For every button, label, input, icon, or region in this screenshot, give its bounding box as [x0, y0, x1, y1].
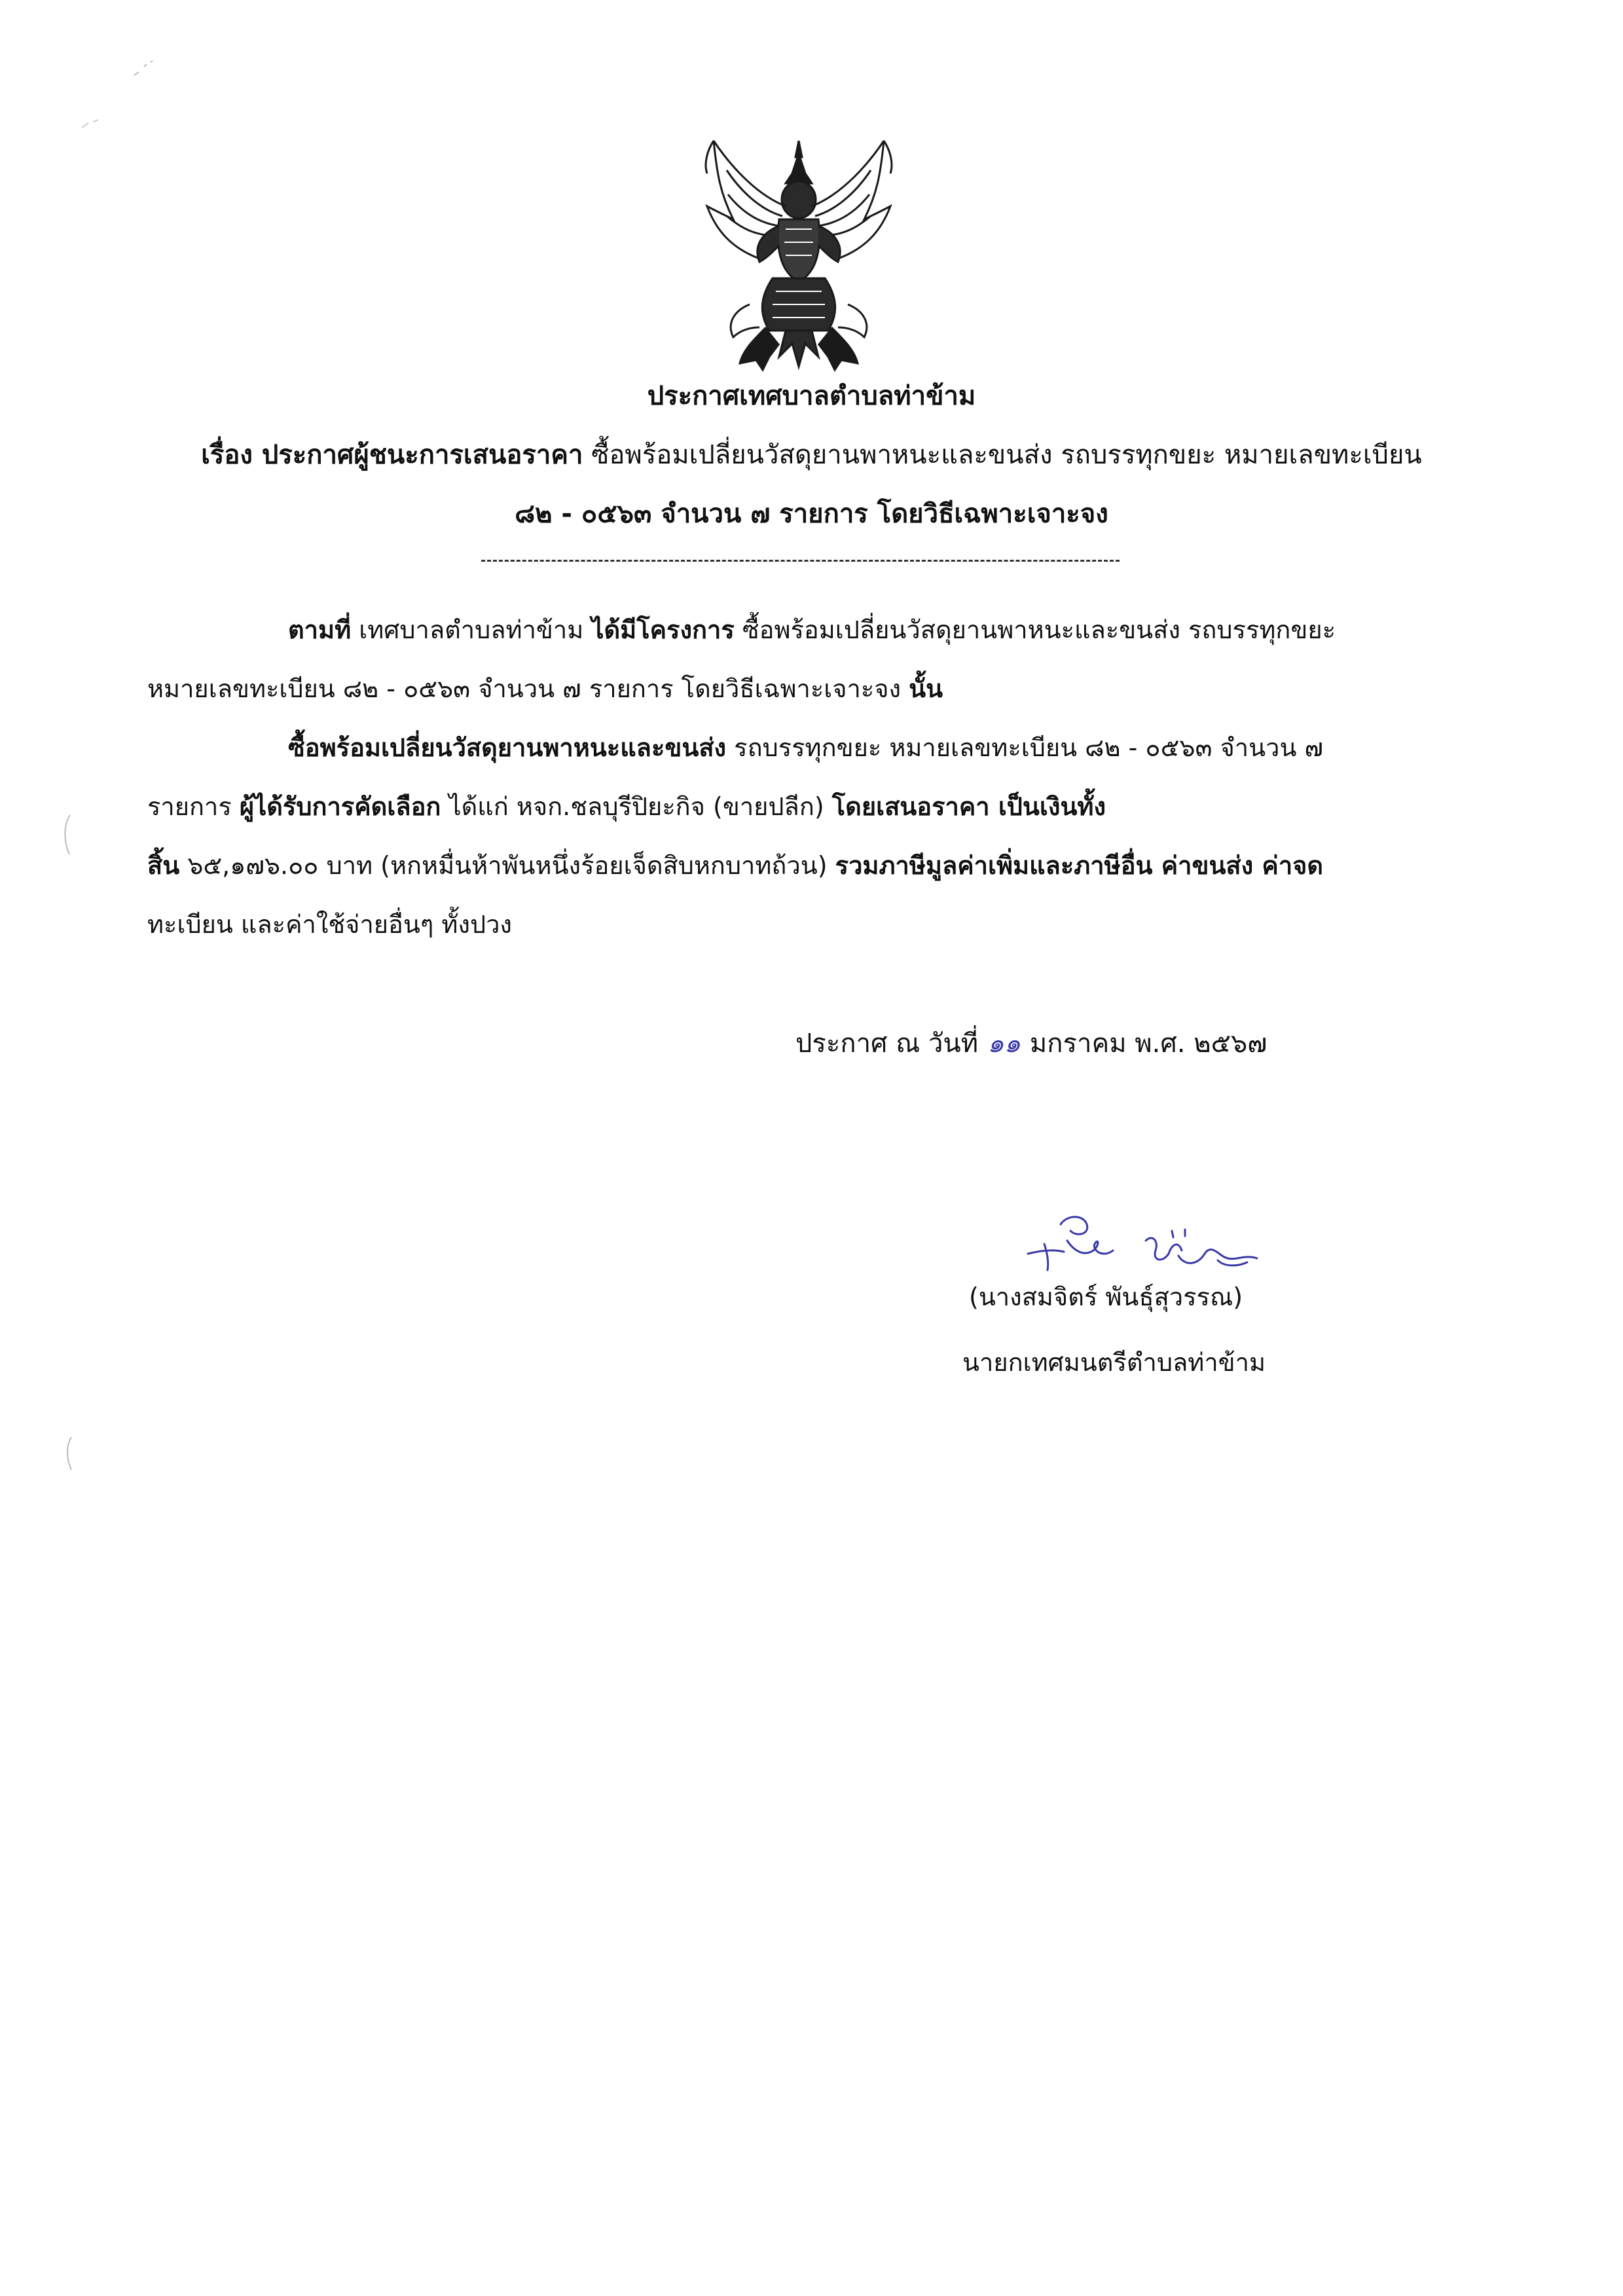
- body-line-2: [147, 674, 943, 704]
- scan-speck: [62, 1434, 75, 1473]
- scan-speck: [60, 812, 73, 858]
- p1-org: เทศบาลตำบลท่าข้าม: [351, 615, 592, 644]
- body-line-5: [147, 851, 1323, 881]
- p1-end: นั้น: [909, 674, 943, 703]
- signer-name: (นางสมจิตร์ พันธุ์สุวรรณ): [969, 1283, 1243, 1311]
- p2-lead: ซื้อพร้อมเปลี่ยนวัสดุยานพาหนะและขนส่ง: [288, 733, 727, 762]
- announcement-date: [795, 1028, 1267, 1059]
- p2-winner: ได้แก่ หจก.ชลบุรีปิยะกิจ (ขายปลีก): [441, 792, 832, 821]
- scan-speck: [131, 59, 157, 79]
- p1-text: ซื้อพร้อมเปลี่ยนวัสดุยานพาหนะและขนส่ง รถบรรทุกขยะ: [734, 615, 1336, 644]
- announcement-title: ประกาศเทศบาลตำบลท่าข้าม: [647, 381, 976, 411]
- subject-line-2: ๘๒ - ๐๕๖๓ จำนวน ๗ รายการ โดยวิธีเฉพาะเจาะจง: [515, 499, 1108, 529]
- body-line-6: ทะเบียน และค่าใช้จ่ายอื่นๆ ทั้งปวง: [147, 910, 512, 939]
- body-line-4: [147, 792, 1106, 822]
- date-prefix: ประกาศ ณ วันที่: [795, 1029, 979, 1059]
- announcement-subject: [0, 433, 1623, 475]
- handwritten-signature: [1021, 1205, 1270, 1277]
- subject-label: เรื่อง ประกาศผู้ชนะการเสนอราคา: [201, 440, 583, 470]
- date-month-year: มกราคม พ.ศ. ๒๕๖๗: [1029, 1029, 1267, 1059]
- p2-price-label: โดยเสนอราคา: [831, 792, 990, 821]
- body-line-1: [288, 615, 1336, 646]
- subject-text: ซื้อพร้อมเปลี่ยนวัสดุยานพาหนะและขนส่ง รถบรรทุกขยะ หมายเลขทะเบียน: [591, 440, 1422, 470]
- p3-amount: ๖๕,๑๗๖.๐๐ บาท (หกหมื่นห้าพันหนึ่งร้อยเจ็ดสิบหกบาทถ้วน): [179, 851, 835, 880]
- p2-total-label: เป็นเงินทั้ง: [989, 792, 1106, 821]
- scan-speck: [79, 118, 105, 131]
- p2-text: รถบรรทุกขยะ หมายเลขทะเบียน ๘๒ - ๐๕๖๓ จำนวน ๗: [726, 733, 1324, 762]
- p2-winner-label: ผู้ได้รับการคัดเลือก: [239, 792, 441, 821]
- garuda-emblem-icon: [687, 134, 910, 383]
- title-divider: [481, 560, 1120, 562]
- p3-vat: รวมภาษีมูลค่าเพิ่มและภาษีอื่น ค่าขนส่ง ค่าจด: [835, 851, 1324, 880]
- date-day: ๑๑: [987, 1029, 1021, 1059]
- p2-items: รายการ: [147, 792, 240, 821]
- signer-position: นายกเทศมนตรีตำบลท่าข้าม: [962, 1348, 1266, 1377]
- p3-start: สิ้น: [147, 851, 180, 880]
- body-line-3: [288, 733, 1323, 763]
- p1-project-label: ได้มีโครงการ: [591, 615, 735, 644]
- p1-line2: หมายเลขทะเบียน ๘๒ - ๐๕๖๓ จำนวน ๗ รายการ โดยวิธีเฉพาะเจาะจง: [147, 674, 909, 703]
- p1-lead: ตามที่: [288, 615, 352, 644]
